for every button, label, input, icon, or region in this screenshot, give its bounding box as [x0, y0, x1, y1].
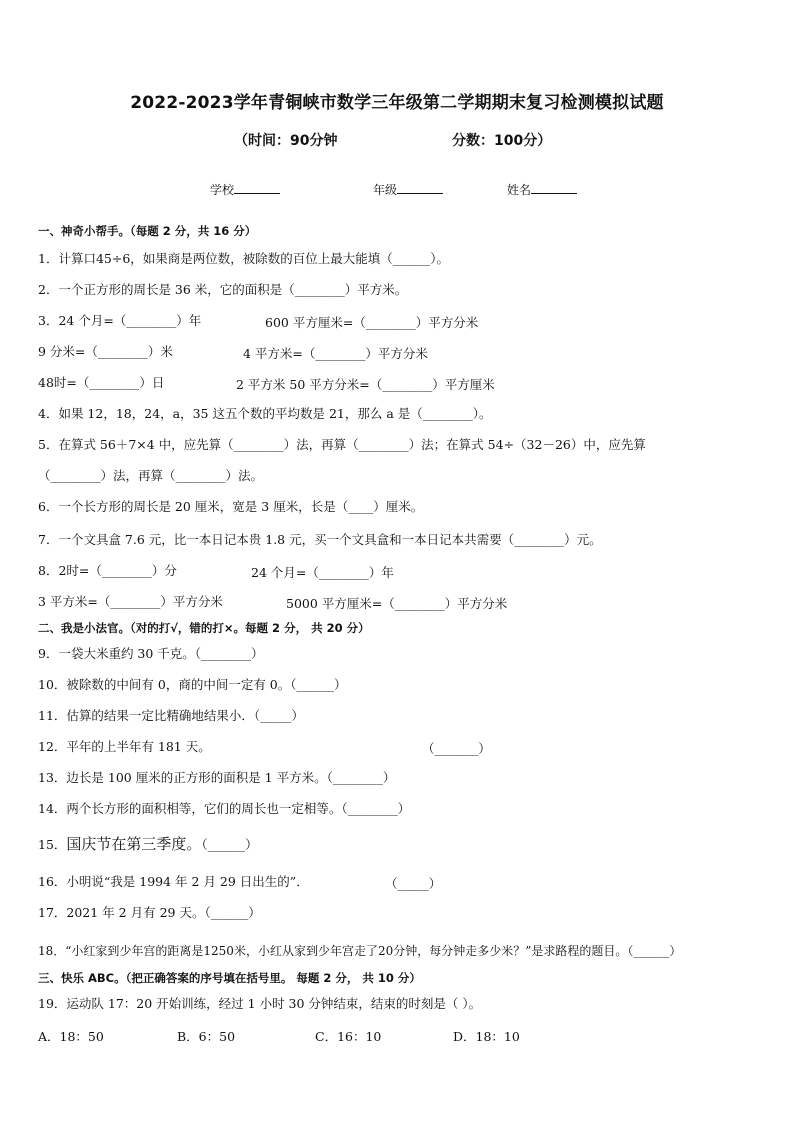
section-1-heading: 一、神奇小帮手。（每题 2 分，共 16 分） [38, 224, 257, 238]
school-blank[interactable] [234, 181, 280, 194]
question-1: 1．计算口45÷6，如果商是两位数，被除数的百位上最大能填（______）。 [38, 251, 450, 266]
question-11: 11．估算的结果一定比精确地结果小．（_____） [38, 708, 304, 723]
question-15-answer: （______） [201, 837, 258, 852]
question-8a: 8．2时=（________）分 [38, 563, 177, 578]
name-field[interactable] [507, 181, 577, 198]
section-2-heading: 二、我是小法官。（对的打√，错的打×。每题 2 分， 共 20 分） [38, 621, 370, 635]
exam-title: 2022-2023学年青铜峡市数学三年级第二学期期末复习检测模拟试题 [130, 93, 664, 113]
question-15 [38, 836, 258, 853]
question-18: 18．“小红家到少年宫的距离是1250米，小红从家到少年宫走了20分钟，每分钟走多少米？”是求路程的题目。（______） [38, 944, 682, 958]
question-8d: 5000 平方厘米=（________）平方分米 [286, 596, 508, 611]
school-field[interactable] [210, 181, 280, 198]
question-3a: 3．24 个月=（________）年 [38, 313, 202, 328]
question-19: 19．运动队 17：20 开始训练，经过 1 小时 30 分钟结束，结束的时刻是（ ）。 [38, 996, 482, 1011]
question-9: 9．一袋大米重约 30 千克。（________） [38, 646, 264, 661]
question-8c: 3 平方米=（________）平方分米 [38, 594, 223, 609]
question-3d: 4 平方米=（________）平方分米 [243, 346, 428, 361]
question-3b: 600 平方厘米=（________）平方分米 [265, 315, 479, 330]
question-8b: 24 个月=（________）年 [251, 565, 394, 580]
question-3c: 9 分米=（________）米 [38, 344, 173, 359]
name-label: 姓名 [507, 183, 532, 197]
score-label: 分数：100分） [452, 133, 552, 149]
school-label: 学校 [210, 183, 235, 197]
question-6: 6．一个长方形的周长是 20 厘米，宽是 3 厘米，长是（____）厘米。 [38, 499, 424, 514]
name-blank[interactable] [531, 181, 577, 194]
question-17: 17．2021 年 2 月有 29 天。（______） [38, 905, 261, 920]
option-c: C．16：10 [315, 1029, 382, 1044]
question-12-answer: （_______） [422, 741, 491, 756]
section-3-heading: 三、快乐 ABC。（把正确答案的序号填在括号里。 每题 2 分， 共 10 分） [38, 971, 421, 985]
question-2: 2．一个正方形的周长是 36 米，它的面积是（________）平方米。 [38, 282, 408, 297]
question-10: 10．被除数的中间有 0，商的中间一定有 0。（______） [38, 677, 347, 692]
question-3e: 48时=（________）日 [38, 375, 165, 390]
option-d: D．18：10 [453, 1029, 520, 1044]
grade-field[interactable] [373, 181, 443, 198]
question-5-line2: （________）法，再算（________）法。 [38, 468, 264, 483]
question-3f: 2 平方米 50 平方分米=（________）平方厘米 [236, 377, 495, 392]
question-15-number: 15． [38, 837, 67, 852]
time-label: （时间：90分钟 [234, 133, 338, 149]
question-14: 14．两个长方形的面积相等，它们的周长也一定相等。（________） [38, 801, 411, 816]
option-b: B．6：50 [177, 1029, 236, 1044]
grade-label: 年级 [373, 183, 398, 197]
grade-blank[interactable] [397, 181, 443, 194]
question-15-text: 国庆节在第三季度。 [66, 835, 202, 853]
question-5-line1: 5．在算式 56＋7×4 中，应先算（________）法，再算（________）法；在算式 54÷（32－26）中，应先算 [38, 437, 646, 452]
question-4: 4．如果 12，18，24，a，35 这五个数的平均数是 21，那么 a 是（________）。 [38, 406, 492, 421]
question-16: 16．小明说“我是 1994 年 2 月 29 日出生的”． [38, 874, 309, 889]
question-12: 12．平年的上半年有 181 天。 [38, 739, 211, 754]
question-13: 13．边长是 100 厘米的正方形的面积是 1 平方米。（________） [38, 770, 396, 785]
option-a: A．18：50 [38, 1029, 104, 1044]
question-7: 7．一个文具盒 7.6 元，比一本日记本贵 1.8 元，买一个文具盒和一本日记本共需要（________）元。 [38, 532, 602, 547]
question-16-answer: （_____） [385, 876, 442, 891]
